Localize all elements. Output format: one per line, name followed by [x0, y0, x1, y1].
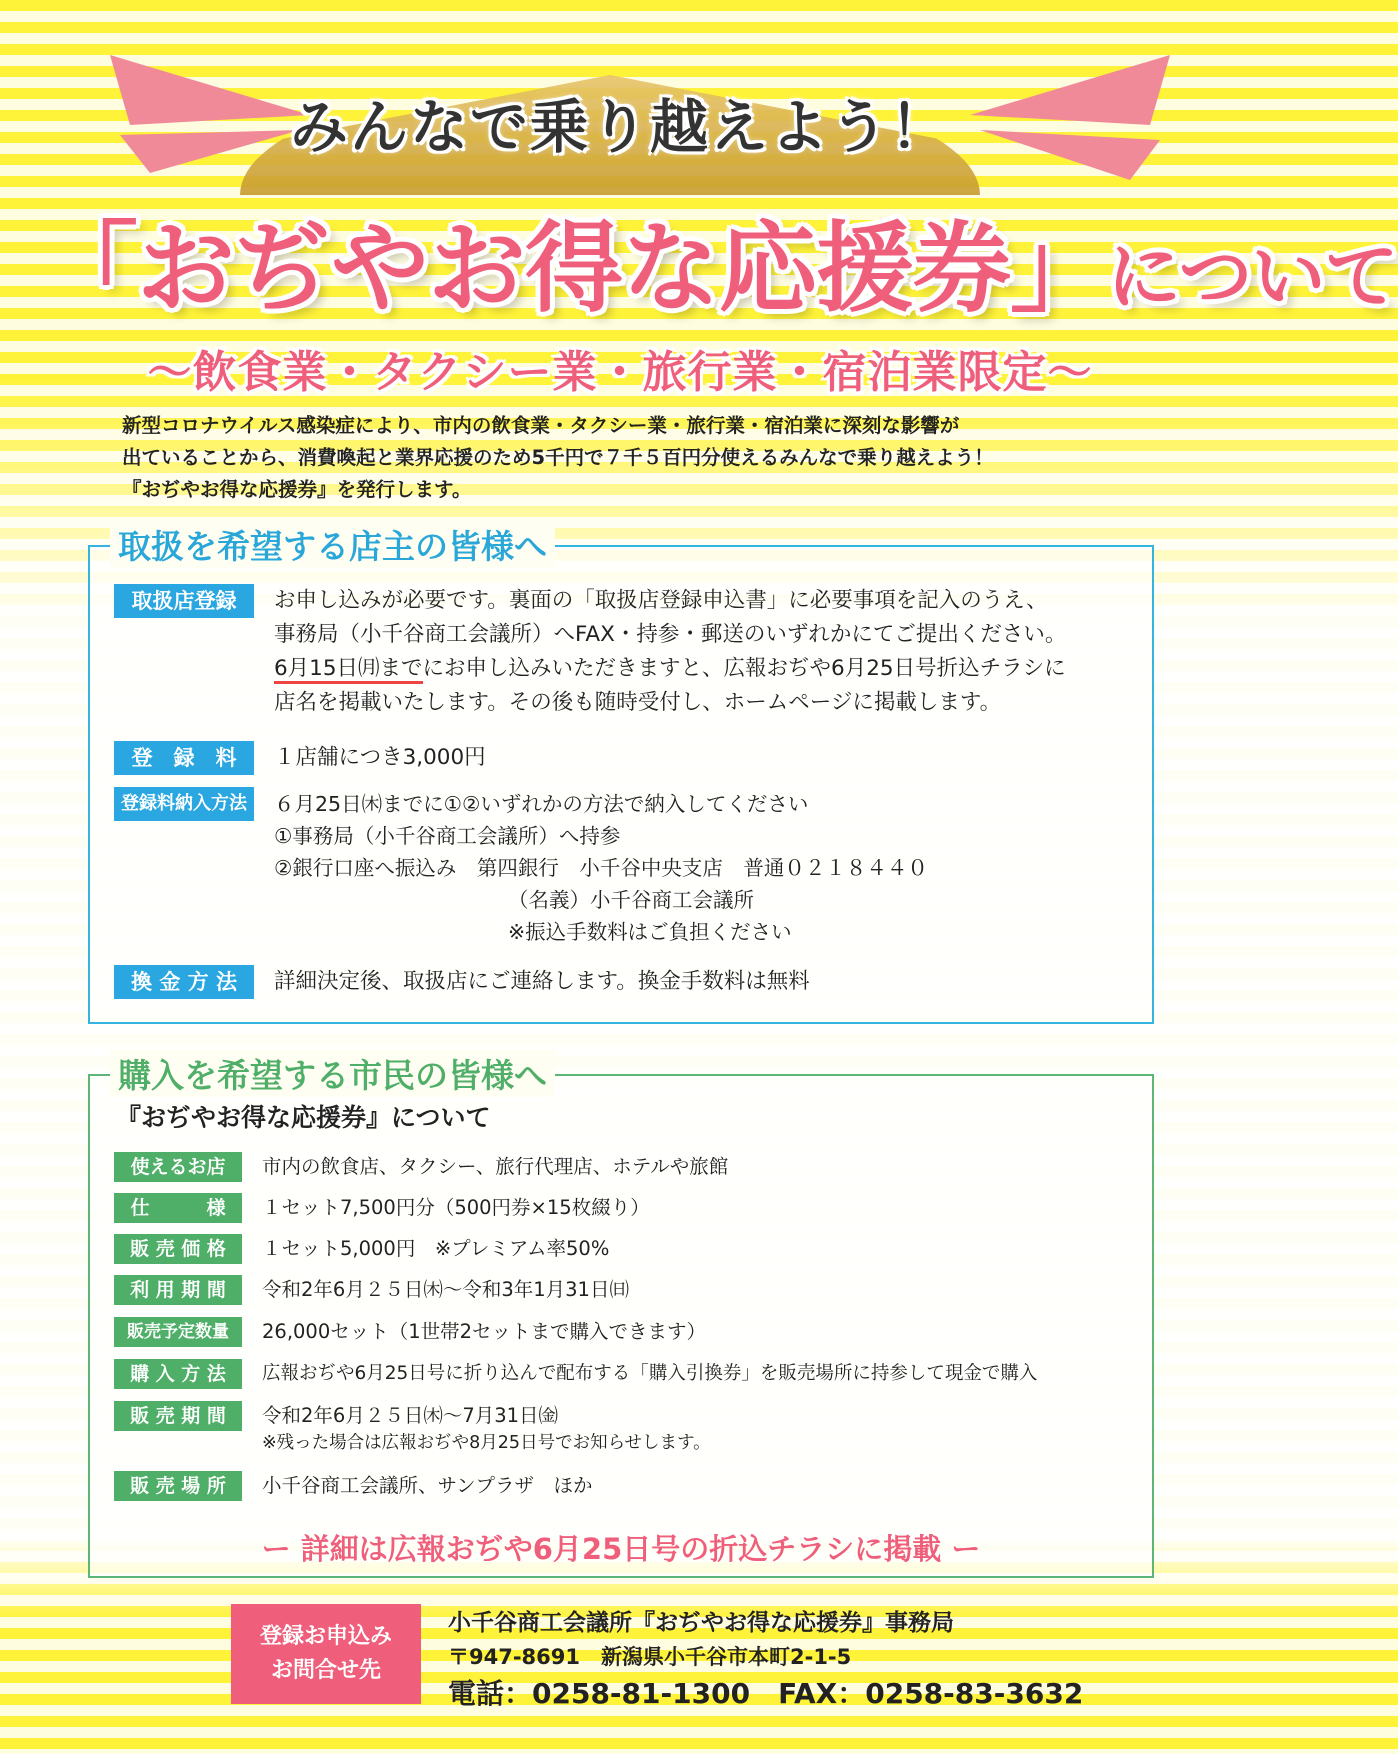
page-subtitle: ～飲食業・タクシー業・旅行業・宿泊業限定～ — [147, 347, 1093, 398]
exchange-text: 詳細決定後、取扱店にご連絡します。換金手数料は無料 — [274, 969, 810, 994]
catchphrase: みんなで乗り越えよう！ — [289, 93, 950, 161]
payment-line: ①事務局（小千谷商工会議所）へ持参 — [274, 824, 621, 848]
fee-text: １店舗につき3,000円 — [274, 745, 486, 770]
contact-address: 〒947-8691 新潟県小千谷市本町2-1-5 — [448, 1645, 852, 1669]
section-heading: 取扱を希望する店主の皆様へ — [110, 521, 555, 568]
registration-line-rest: にお申し込みいただきますと、広報おぢや6月25日号折込チラシに — [422, 656, 1066, 681]
price-text: １セット5,000円 ※プレミアム率50% — [262, 1237, 610, 1260]
label-price: 販 売 価 格 — [114, 1234, 242, 1264]
intro-line: 『おぢやお得な応援券』を発行します。 — [122, 478, 472, 501]
label-exchange: 換 金 方 法 — [114, 965, 254, 999]
page-title — [40, 190, 1398, 331]
usable-shops-text: 市内の飲食店、タクシー、旅行代理店、ホテルや旅館 — [262, 1155, 729, 1178]
payment-line: ※振込手数料はご負担ください — [508, 920, 792, 944]
spec-text: １セット7,500円分（500円券×15枚綴り） — [262, 1196, 650, 1219]
registration-line: お申し込みが必要です。裏面の「取扱店登録申込書」に必要事項を記入のうえ、 — [274, 588, 1048, 613]
section-subtitle: 『おぢやお得な応援券』について — [116, 1103, 491, 1132]
title-main: 「おぢやお得な応援券」 — [40, 212, 1108, 326]
citizens-section — [88, 1056, 1154, 1578]
registration-line: 事務局（小千谷商工会議所）へFAX・持参・郵送のいずれかにてご提出ください。 — [274, 622, 1067, 647]
planned-quantity-text: 26,000セット（1世帯2セットまで購入できます） — [262, 1320, 707, 1343]
label-sales-period: 販 売 期 間 — [114, 1401, 242, 1431]
registration-line: 店名を掲載いたします。その後も随時受付し、ホームページに掲載します。 — [274, 690, 1002, 715]
payment-line: ６月25日㈭までに①②いずれかの方法で納入してください — [274, 792, 809, 816]
label-payment-method: 登録料納入方法 — [114, 787, 254, 821]
payment-line: （名義）小千谷商工会議所 — [508, 888, 754, 912]
sales-period-text: 令和2年6月２５日㈭～7月31日㈮ — [262, 1404, 559, 1427]
label-spec: 仕 様 — [114, 1193, 242, 1223]
registration-line — [274, 652, 1066, 686]
contact-phone: 電話：0258-81-1300 FAX：0258-83-3632 — [448, 1677, 1084, 1710]
title-suffix: について — [1107, 234, 1398, 320]
label-registration: 取扱店登録 — [114, 584, 254, 618]
usage-period-text: 令和2年6月２５日㈭～令和3年1月31日㈰ — [262, 1278, 629, 1301]
sales-period-note: ※残った場合は広報おぢや8月25日号でお知らせします。 — [262, 1433, 711, 1453]
payment-line: ②銀行口座へ振込み 第四銀行 小千谷中央支店 普通０２１８４４０ — [274, 856, 928, 880]
intro-line: 新型コロナウイルス感染症により、市内の飲食業・タクシー業・旅行業・宿泊業に深刻な影響が — [122, 414, 960, 437]
label-fee: 登 録 料 — [114, 741, 254, 775]
purchase-method-text: 広報おぢや6月25日号に折り込んで配布する「購入引換券」を販売場所に持参して現金で購入 — [262, 1363, 1038, 1384]
shop-owners-section — [88, 527, 1154, 1024]
label-usage-period: 利 用 期 間 — [114, 1275, 242, 1305]
label-sales-location: 販 売 場 所 — [114, 1471, 242, 1501]
deadline-date: 6月15日㈪まで — [274, 656, 423, 684]
intro-line: 出ていることから、消費喚起と業界応援のため5千円で７千５百円分使えるみんなで乗り越えよう！ — [122, 446, 994, 469]
details-note: ー 詳細は広報おぢや6月25日号の折込チラシに掲載 ー — [261, 1532, 981, 1566]
contact-badge — [231, 1604, 421, 1704]
label-purchase-method: 購 入 方 法 — [114, 1359, 242, 1389]
label-planned-quantity: 販売予定数量 — [114, 1317, 242, 1347]
label-usable-shops: 使えるお店 — [114, 1152, 242, 1182]
sales-location-text: 小千谷商工会議所、サンプラザ ほか — [262, 1474, 593, 1497]
contact-badge-line: お問合せ先 — [270, 1658, 381, 1683]
section-heading: 購入を希望する市民の皆様へ — [110, 1050, 555, 1097]
contact-badge-line: 登録お申込み — [259, 1624, 392, 1649]
intro-text — [122, 410, 1142, 506]
contact-organization: 小千谷商工会議所『おぢやお得な応援券』事務局 — [448, 1610, 954, 1636]
